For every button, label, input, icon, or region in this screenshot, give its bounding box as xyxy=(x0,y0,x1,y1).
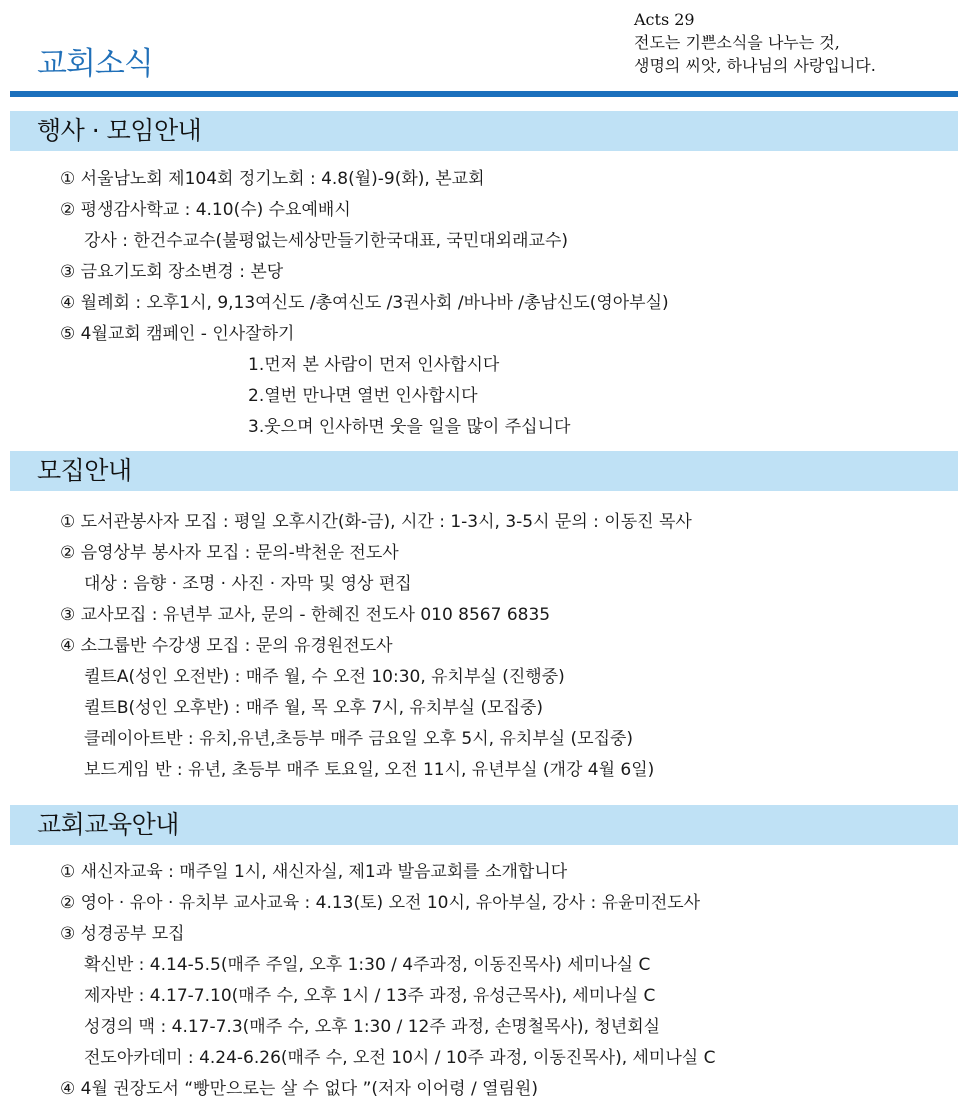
list-item: ① 도서관봉사자 모집 : 평일 오후시간(화-금), 시간 : 1-3시, 3-5시 문의 : 이동진 목사 xyxy=(60,512,692,532)
list-item: ① 서울남노회 제104회 정기노회 : 4.8(월)-9(화), 본교회 xyxy=(60,169,485,189)
section-heading-events: 행사 · 모임안내 xyxy=(10,111,958,151)
list-item-detail: 퀼트A(성인 오전반) : 매주 월, 수 오전 10:30, 유치부실 (진행중) xyxy=(84,667,565,687)
recruitment-list xyxy=(60,507,958,786)
list-item-detail: 보드게임 반 : 유년, 초등부 매주 토요일, 오전 11시, 유년부실 (개강 4월 6일) xyxy=(84,760,655,780)
list-item: ③ 금요기도회 장소변경 : 본당 xyxy=(60,262,284,282)
list-item: ④ 소그룹반 수강생 모집 : 문의 유경원전도사 xyxy=(60,636,393,656)
list-item: ⑤ 4월교회 캠페인 - 인사잘하기 xyxy=(60,324,295,344)
section-heading-education: 교회교육안내 xyxy=(10,805,958,845)
list-item: ② 영아 · 유아 · 유치부 교사교육 : 4.13(토) 오전 10시, 유아부실, 강사 : 유윤미전도사 xyxy=(60,893,701,913)
list-item: ③ 교사모집 : 유년부 교사, 문의 - 한혜진 전도사 010 8567 6835 xyxy=(60,605,551,625)
list-item: ① 새신자교육 : 매주일 1시, 새신자실, 제1과 발음교회를 소개합니다 xyxy=(60,862,568,882)
events-list xyxy=(60,164,958,443)
list-item-detail: 1.먼저 본 사람이 먼저 인사합시다 xyxy=(248,355,500,375)
list-item-detail: 클레이아트반 : 유치,유년,초등부 매주 금요일 오후 5시, 유치부실 (모집중) xyxy=(84,729,634,749)
list-item-detail: 전도아카데미 : 4.24-6.26(매주 수, 오전 10시 / 10주 과정, 이동진목사), 세미나실 C xyxy=(84,1048,716,1068)
list-item: ④ 월례회 : 오후1시, 9,13여신도 /총여신도 /3권사회 /바나바 /총남신도(영아부실) xyxy=(60,293,669,313)
list-item-detail: 2.열번 만나면 열번 인사합시다 xyxy=(248,386,478,406)
header-divider xyxy=(10,91,958,97)
verse-block xyxy=(634,8,954,77)
list-item-detail: 성경의 맥 : 4.17-7.3(매주 수, 오후 1:30 / 12주 과정, 손명철목사), 청년회실 xyxy=(84,1017,661,1037)
verse-reference: Acts 29 xyxy=(634,10,695,29)
list-item-detail: 확신반 : 4.14-5.5(매주 주일, 오후 1:30 / 4주과정, 이동진목사) 세미나실 C xyxy=(84,955,651,975)
list-item: ② 평생감사학교 : 4.10(수) 수요예배시 xyxy=(60,200,351,220)
list-item: ③ 성경공부 모집 xyxy=(60,924,185,944)
list-item-detail: 퀼트B(성인 오후반) : 매주 월, 목 오후 7시, 유치부실 (모집중) xyxy=(84,698,544,718)
verse-line: 전도는 기쁜소식을 나누는 것, xyxy=(634,33,840,52)
list-item-detail: 3.웃으며 인사하면 웃을 일을 많이 주십니다 xyxy=(248,417,571,437)
education-list xyxy=(60,857,958,1105)
list-item: ④ 4월 권장도서 “빵만으로는 살 수 없다 ”(저자 이어령 / 열림원) xyxy=(60,1079,538,1099)
list-item-detail: 제자반 : 4.17-7.10(매주 수, 오후 1시 / 13주 과정, 유성근목사), 세미나실 C xyxy=(84,986,656,1006)
list-item-detail: 대상 : 음향 · 조명 · 사진 · 자막 및 영상 편집 xyxy=(84,574,412,594)
page-title: 교회소식 xyxy=(37,46,153,82)
list-item-detail: 강사 : 한건수교수(불평없는세상만들기한국대표, 국민대외래교수) xyxy=(84,231,569,251)
section-heading-recruitment: 모집안내 xyxy=(10,451,958,491)
verse-line: 생명의 씨앗, 하나님의 사랑입니다. xyxy=(634,56,876,75)
list-item: ② 음영상부 봉사자 모집 : 문의-박천운 전도사 xyxy=(60,543,399,563)
